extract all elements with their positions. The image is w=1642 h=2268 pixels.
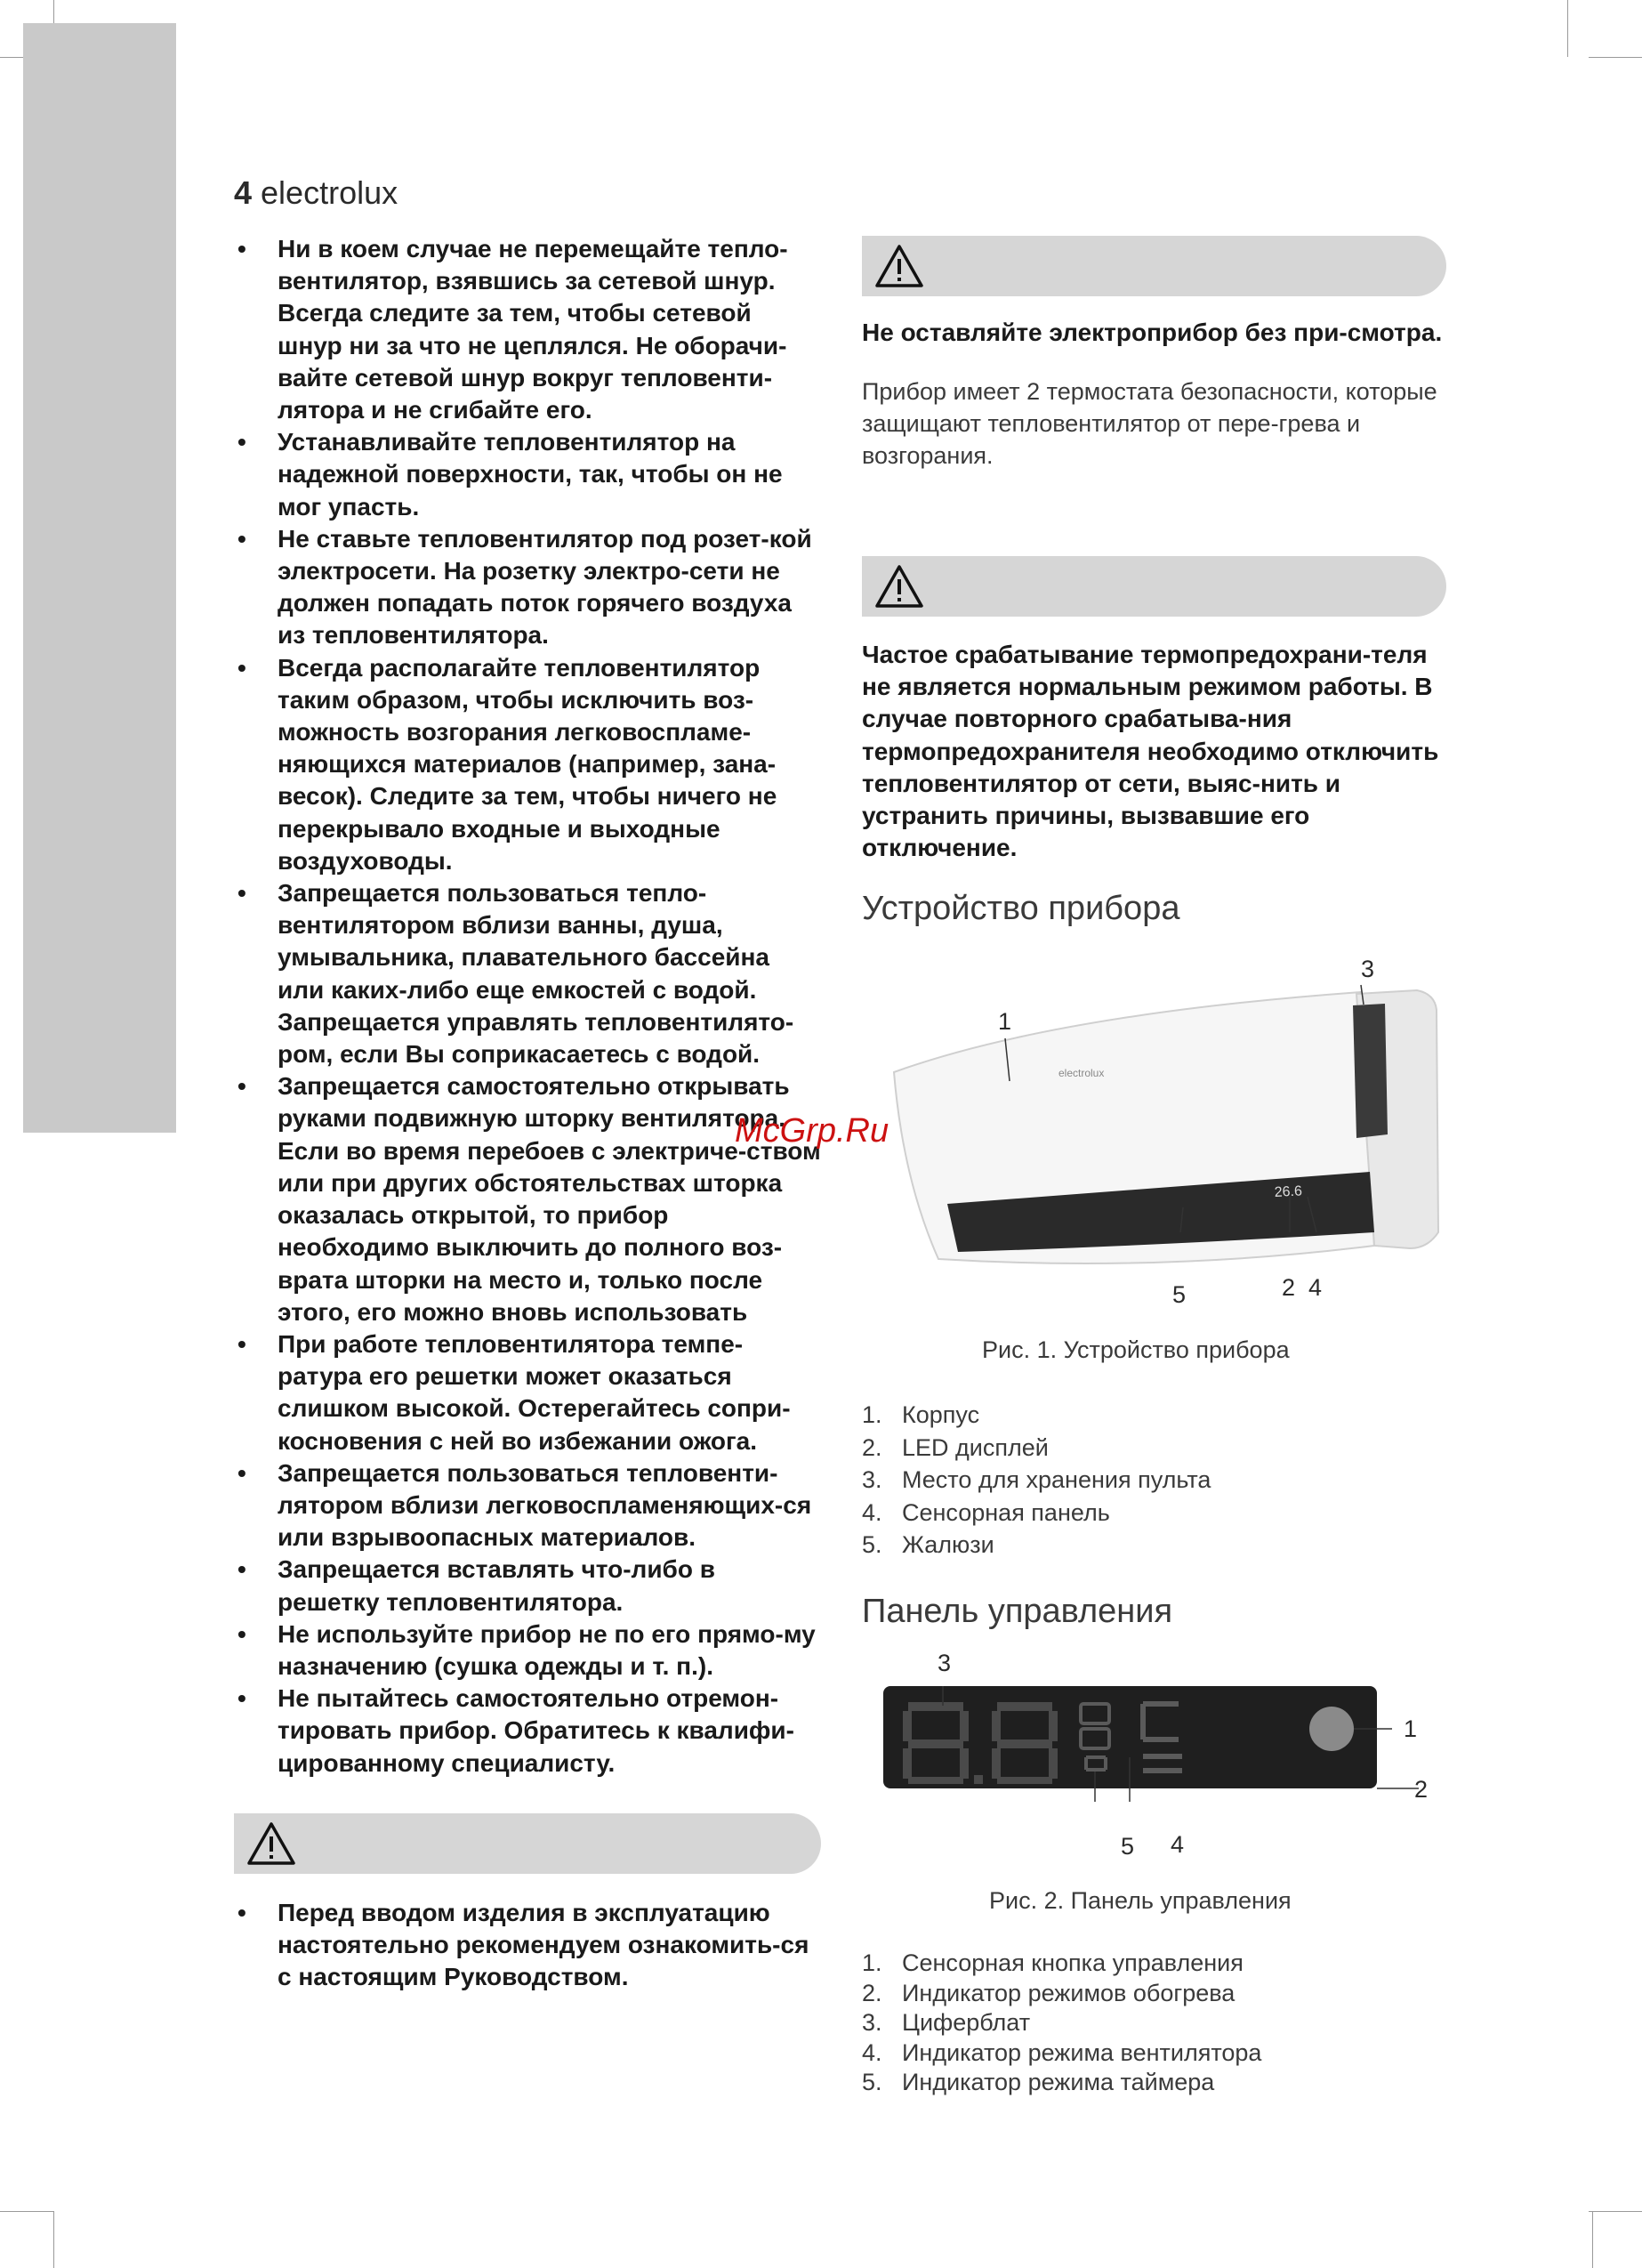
list-item-text: Индикатор режимов обогрева: [902, 1979, 1236, 2006]
device-parts-list: [862, 1399, 1211, 1562]
warning-band: [234, 1813, 821, 1874]
figure-caption: Рис. 1. Устройство прибора: [982, 1336, 1290, 1363]
side-tab-bar: [23, 23, 176, 1133]
list-item: • Перед вводом изделия в эксплуатацию настоятельно рекомендуем ознакомить-ся с настоящим Руководством.: [234, 1897, 821, 1994]
list-item-text: Циферблат: [902, 2009, 1031, 2036]
warning-band: [862, 556, 1446, 617]
warning-triangle-icon: [246, 1821, 296, 1866]
list-item: 1. Корпус: [862, 1401, 980, 1428]
page-number: 4: [234, 174, 253, 211]
list-item-text: Индикатор режима вентилятора: [902, 2038, 1262, 2066]
callout-label: 2: [1282, 1274, 1296, 1301]
warning-block-1: [862, 317, 1449, 472]
callout-label: 3: [938, 1650, 952, 1676]
brand-name: electrolux: [261, 174, 398, 211]
section-title: Устройство прибора: [862, 890, 1180, 927]
warning-triangle-icon: [874, 564, 924, 609]
callout-label: 5: [1121, 1833, 1135, 1860]
list-item: 3. Место для хранения пульта: [862, 1466, 1211, 1493]
page-header: [234, 174, 398, 212]
callout-label: 4: [1308, 1274, 1323, 1301]
warning-text: Прибор имеет 2 термостата безопасности, которые защищают тепловентилятор от пере-грева и возгорания.: [862, 378, 1437, 470]
warning-heading: Частое срабатывание термопредохрани-теля не является нормальным режимом работы. В случае повторного срабатыва-ния термопредохранителя необходимо отключить тепловентилятор от сети, выяс-нить и устранить причины, вызвавшие его отключение.: [862, 641, 1439, 862]
list-item: • Ни в коем случае не перемещайте тепло-вентилятор, взявшись за сетевой шнур. Всегда следите за тем, чтобы сетевой шнур ни за что не цеплялся. Не оборачи-вайте сетевой шнур вокруг тепловенти-лятора и не сгибайте его.: [234, 233, 821, 426]
crop-mark: [0, 2211, 53, 2212]
list-item: • Запрещается пользоваться тепловенти-лятором вблизи легковоспламеняющих-ся или взрывоопасных материалов.: [234, 1457, 821, 1554]
display-reading: 26.6: [1274, 1183, 1303, 1200]
warning-triangle-icon: [874, 244, 924, 288]
list-item: • Не пытайтесь самостоятельно отремон-тировать прибор. Обратитесь к квалифи-цированному специалисту.: [234, 1683, 821, 1780]
list-item-text: Корпус: [902, 1401, 980, 1428]
list-item-text: Сенсорная кнопка управления: [902, 1949, 1244, 1976]
warning-heading: Не оставляйте электроприбор без при-смотра.: [862, 319, 1443, 346]
crop-mark: [1589, 57, 1642, 58]
list-item: • Запрещается вставлять что-либо в решетку тепловентилятора.: [234, 1554, 821, 1618]
list-item: 1. Сенсорная кнопка управления: [862, 1949, 1244, 1976]
list-item-text: LED дисплей: [902, 1433, 1049, 1461]
warning-notice: [234, 1897, 821, 1994]
figure-caption: Рис. 2. Панель управления: [989, 1887, 1292, 1914]
safety-rules-list: [234, 233, 821, 1780]
callout-label: 5: [1172, 1281, 1187, 1308]
crop-mark: [1589, 2211, 1642, 2212]
warning-band: [862, 236, 1446, 296]
safety-rules-column: [234, 233, 821, 1780]
callout-label: 1: [998, 1008, 1012, 1035]
crop-mark: [53, 2211, 54, 2268]
list-item: • При работе тепловентилятора темпе-ратура его решетки может оказаться слишком высокой. Остерегайтесь сопри-косновения с ней во избежании ожога.: [234, 1328, 821, 1457]
heater-illustration: [876, 974, 1445, 1286]
warning-block-2: [862, 639, 1449, 864]
list-item-text: Сенсорная панель: [902, 1498, 1110, 1526]
callout-label: 2: [1414, 1776, 1429, 1803]
list-item: 5. Индикатор режима таймера: [862, 2069, 1215, 2095]
list-item: • Не используйте прибор не по его прямо-му назначению (сушка одежды и т. п.).: [234, 1618, 821, 1683]
list-item-text: Жалюзи: [902, 1531, 994, 1558]
section-title: Панель управления: [862, 1593, 1173, 1630]
list-item: 5. Жалюзи: [862, 1531, 994, 1558]
list-item: • Запрещается пользоваться тепло-вентилятором вблизи ванны, душа, умывальника, плавательного бассейна или каких-либо еще емкостей с водой. Запрещается управлять тепловентилято-ром, если Вы соприкасаетесь с водой.: [234, 877, 821, 1070]
watermark: McGrp.Ru: [735, 1112, 889, 1150]
panel-parts-list: [862, 1949, 1261, 2098]
list-item: 4. Сенсорная панель: [862, 1498, 1110, 1526]
crop-mark: [1567, 0, 1568, 57]
list-item: 4. Индикатор режима вентилятора: [862, 2038, 1262, 2066]
control-panel-illustration: [876, 1677, 1445, 1802]
list-item: • Устанавливайте тепловентилятор на надежной поверхности, так, чтобы он не мог упасть.: [234, 426, 821, 523]
crop-mark: [1592, 2211, 1593, 2268]
list-item: • Запрещается самостоятельно открывать руками подвижную шторку вентилятора. Если во время перебоев с электриче-ством или при других обстоятельствах шторка оказалась открытой, то прибор необходимо выключить до полного воз-врата шторки на место и, только после этого, его можно вновь использовать: [234, 1070, 821, 1328]
list-item-text: Индикатор режима таймера: [902, 2069, 1215, 2095]
list-item: 3. Циферблат: [862, 2009, 1031, 2036]
list-item: 2. LED дисплей: [862, 1433, 1049, 1461]
brand-logo: electrolux: [1058, 1067, 1105, 1079]
list-item: • Всегда располагайте тепловентилятор таким образом, чтобы исключить воз-можность возгорания легковоспламе-няющихся материалов (например, зана-весок). Следите за тем, чтобы ничего не перекрывало входные и выходные воздуховоды.: [234, 652, 821, 877]
callout-label: 3: [1361, 956, 1375, 982]
callout-label: 1: [1404, 1715, 1418, 1742]
callout-label: 4: [1171, 1831, 1185, 1858]
list-item-text: Место для хранения пульта: [902, 1466, 1211, 1493]
list-item: • Не ставьте тепловентилятор под розет-кой электросети. На розетку электро-сети не должен попадать поток горячего воздуха из тепловентилятора.: [234, 523, 821, 652]
list-item: 2. Индикатор режимов обогрева: [862, 1979, 1236, 2006]
